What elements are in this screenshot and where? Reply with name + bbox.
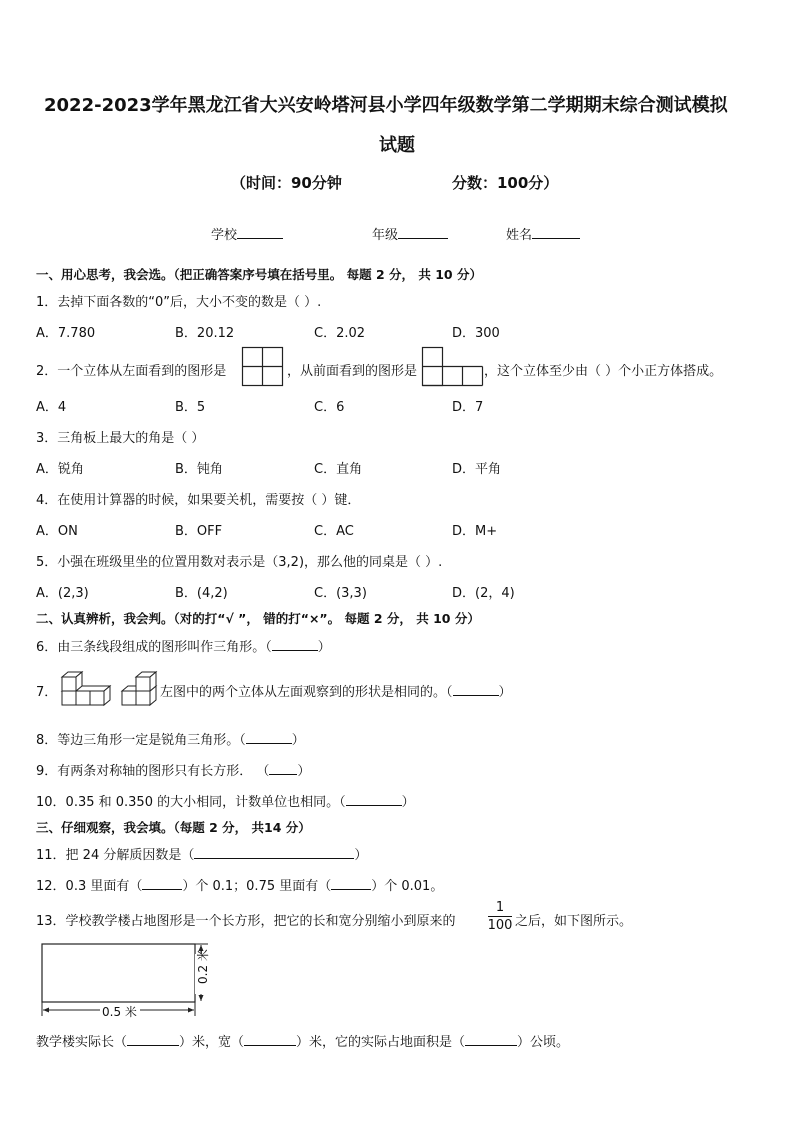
q4-text: 4．在使用计算器的时候，如果要关机，需要按（ ）键．: [36, 493, 361, 508]
q4-option-c: C．AC: [314, 524, 354, 539]
section2-heading: 二、认真辨析，我会判。（对的打“√ ”， 错的打“×”。 每题 2 分， 共 10 分）: [36, 611, 480, 626]
q12-text-a: 12．0.3 里面有（: [36, 879, 143, 894]
q7-answer-blank[interactable]: [453, 683, 499, 696]
q6-text: 6．由三条线段组成的图形叫作三角形。（: [36, 640, 272, 655]
q13-answer-text-d: ）公顷。: [517, 1035, 570, 1050]
q13-answer-text-a: 教学楼实际长（: [36, 1035, 128, 1050]
q8: [36, 729, 305, 748]
cube-figures: [60, 671, 160, 707]
q2-option-a: A．4: [36, 400, 67, 415]
q10-text: 10．0.35 和 0.350 的大小相同，计数单位也相同。（: [36, 795, 346, 810]
grade-blank[interactable]: [398, 226, 448, 239]
q12: [36, 875, 443, 894]
q11-answer-blank[interactable]: [194, 846, 354, 859]
cube-figure-1: [62, 672, 110, 705]
q6-answer-blank[interactable]: [272, 638, 318, 651]
q6: [36, 636, 331, 655]
q7-text: 左图中的两个立体从左面观察到的形状是相同的。（: [160, 685, 453, 700]
q11: [36, 844, 367, 863]
front-view-figure: [422, 347, 484, 387]
q13-fraction-numerator: 1: [495, 900, 505, 915]
figure-width-label: 0.5 米: [102, 1005, 137, 1019]
q13-answer-text-b: ）米，宽（: [179, 1035, 245, 1050]
q4-option-d: D．M+: [452, 524, 498, 539]
q12-answer-blank-1[interactable]: [142, 877, 182, 890]
q13-answer: [36, 1031, 569, 1050]
q10: [36, 791, 415, 810]
q3-option-b: B．钝角: [175, 462, 223, 477]
q7-close: ）: [498, 685, 512, 700]
name-blank[interactable]: [532, 226, 580, 239]
q5-option-c: C．(3,3): [314, 586, 367, 601]
grade-field: [372, 224, 448, 243]
q7: [160, 681, 512, 700]
q13-text-a: 13．学校教学楼占地图形是一个长方形，把它的长和宽分别缩小到原来的: [36, 914, 456, 929]
q1-option-c: C．2.02: [314, 326, 366, 341]
q10-answer-blank[interactable]: [346, 793, 402, 806]
name-label: 姓名: [506, 228, 533, 243]
page-title-line2: 试题: [379, 135, 415, 156]
q3-text: 3．三角板上最大的角是（ ）: [36, 431, 205, 446]
q5-text: 5．小强在班级里坐的位置用数对表示是（3,2)，那么他的同桌是（ ）.: [36, 555, 443, 570]
school-field: [211, 224, 283, 243]
q5-option-b: B．(4,2): [175, 586, 228, 601]
q5-option-a: A．(2,3): [36, 586, 89, 601]
q9: [36, 760, 310, 779]
q2-post: ，这个立体至少由（ ）个小正方体搭成。: [484, 364, 723, 379]
q11-close: ）: [354, 848, 368, 863]
q3-option-c: C．直角: [314, 462, 363, 477]
q2-option-b: B．5: [175, 400, 206, 415]
q8-text: 8．等边三角形一定是锐角三角形。（: [36, 733, 246, 748]
q2-pre: 2．一个立体从左面看到的图形是: [36, 364, 227, 379]
q4-option-a: A．ON: [36, 524, 78, 539]
q2-option-c: C．6: [314, 400, 345, 415]
left-view-figure: [242, 347, 284, 387]
q3-option-d: D．平角: [452, 462, 502, 477]
q6-close: ）: [317, 640, 331, 655]
exam-time: （时间：90分钟: [231, 174, 342, 192]
q1-option-d: D．300: [452, 326, 500, 341]
q7-number: 7．: [36, 685, 58, 700]
school-label: 学校: [211, 228, 238, 243]
q12-answer-blank-2[interactable]: [331, 877, 371, 890]
q9-text: 9．有两条对称轴的图形只有长方形． （: [36, 764, 270, 779]
q5-option-d: D．(2，4): [452, 586, 515, 601]
q1-option-a: A．7.780: [36, 326, 96, 341]
q12-text-b: ）个 0.1；0.75 里面有（: [182, 879, 332, 894]
section3-heading: 三、仔细观察，我会填。（每题 2 分， 共14 分）: [36, 820, 311, 835]
q8-close: ）: [291, 733, 305, 748]
q13-answer-text-c: ）米，它的实际占地面积是（: [296, 1035, 466, 1050]
page-title-line1: 2022-2023学年黑龙江省大兴安岭塔河县小学四年级数学第二学期期末综合测试模拟: [44, 95, 728, 116]
q1-text: 1．去掉下面各数的“0”后，大小不变的数是（ ）.: [36, 295, 322, 310]
section1-heading: 一、用心思考，我会选。（把正确答案序号填在括号里。 每题 2 分， 共 10 分）: [36, 267, 482, 282]
name-field: [506, 224, 580, 243]
q13-fraction: [486, 900, 514, 935]
q13-length-blank[interactable]: [127, 1033, 179, 1046]
q13-text-b: 之后，如下图所示。: [515, 914, 633, 929]
q11-text: 11．把 24 分解质因数是（: [36, 848, 195, 863]
q13-fraction-denominator: 100: [487, 918, 513, 933]
q4-option-b: B．OFF: [175, 524, 223, 539]
cube-figure-2: [122, 672, 156, 705]
q13-area-blank[interactable]: [465, 1033, 517, 1046]
q13-width-blank[interactable]: [244, 1033, 296, 1046]
q10-close: ）: [401, 795, 415, 810]
q1-option-b: B．20.12: [175, 326, 235, 341]
q8-answer-blank[interactable]: [246, 731, 292, 744]
q9-close: ）: [297, 764, 311, 779]
exam-score: 分数：100分）: [452, 174, 559, 192]
grade-label: 年级: [372, 228, 399, 243]
school-blank[interactable]: [237, 226, 283, 239]
q3-option-a: A．锐角: [36, 462, 84, 477]
q9-answer-blank[interactable]: [269, 762, 297, 775]
q2-mid: ，从前面看到的图形是: [287, 364, 418, 379]
q2-option-d: D．7: [452, 400, 484, 415]
q12-text-c: ）个 0.01。: [371, 879, 444, 894]
figure-height-label: 0.2 米: [196, 949, 210, 984]
